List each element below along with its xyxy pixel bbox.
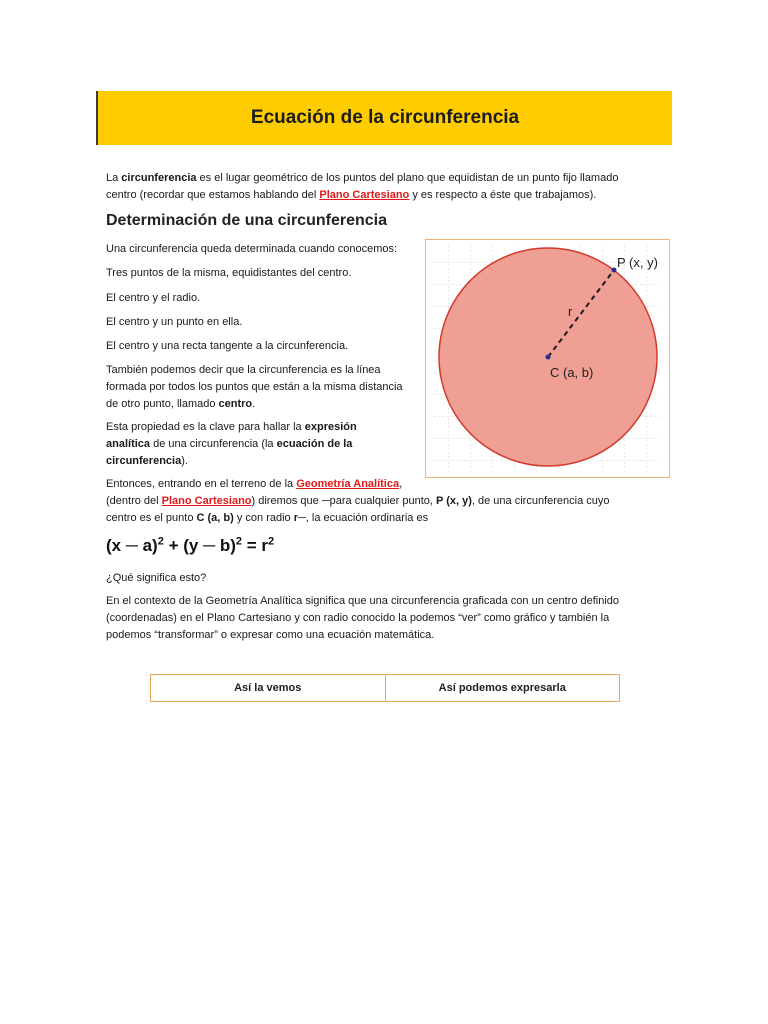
then-term: P (x, y)	[436, 495, 472, 507]
formula-part: + (y ─ b)	[163, 536, 236, 555]
intro-text: es el lugar geométrico de los puntos del plano que equidistan de un punto fijo llamado	[196, 172, 619, 184]
determined-item: El centro y una recta tangente a la circunferencia.	[106, 340, 349, 352]
then-line-3	[106, 510, 428, 527]
plano-cartesiano-link[interactable]: Plano Cartesiano	[161, 495, 252, 507]
then-term: r	[293, 512, 298, 524]
circle-equation	[106, 536, 274, 556]
context-line-3: podemos “transformar” o expresar como una ecuación matemática.	[106, 629, 435, 641]
context-line-2: (coordenadas) en el Plano Cartesiano y con radio conocido la podemos “ver” como gráfico y también la	[106, 612, 610, 624]
property-term: circunferencia	[106, 455, 182, 467]
intro-text: La	[106, 172, 122, 184]
determined-item: El centro y el radio.	[106, 292, 201, 304]
plano-cartesiano-link[interactable]: Plano Cartesiano	[319, 189, 410, 201]
then-text: ─, la ecuación ordinaria es	[298, 512, 429, 524]
determined-item: Tres puntos de la misma, equidistantes del centro.	[106, 267, 352, 279]
intro-term: circunferencia	[121, 172, 197, 184]
table-header-see: Así la vemos	[234, 682, 302, 694]
property-text: Esta propiedad es la clave para hallar la	[106, 421, 305, 433]
then-text: , de una circunferencia cuyo	[471, 495, 610, 507]
also-line-2: formada por todos los puntos que están a la misma distancia	[106, 381, 403, 393]
formula-part: (x ─ a)	[106, 536, 158, 555]
center-dot	[546, 355, 551, 360]
intro-line-1	[106, 170, 618, 187]
then-term: C (a, b)	[196, 512, 234, 524]
title-banner	[96, 91, 672, 145]
property-term: expresión	[304, 421, 357, 433]
intro-text: y es respecto a éste que trabajamos).	[409, 189, 597, 201]
property-text: de una circunferencia (la	[150, 438, 277, 450]
center-label: C (a, b)	[550, 365, 594, 380]
formula-exponent: 2	[157, 535, 164, 548]
then-line-1	[106, 476, 402, 493]
then-line-2	[106, 493, 610, 510]
property-line-3	[106, 453, 188, 470]
then-text: y con radio	[233, 512, 294, 524]
also-line-1: También podemos decir que la circunferencia es la línea	[106, 364, 381, 376]
property-term: analítica	[106, 438, 151, 450]
radius-label: r	[568, 304, 573, 319]
determined-lead: Una circunferencia queda determinada cuando conocemos:	[106, 243, 398, 255]
also-text: de otro punto, llamado	[106, 398, 219, 410]
formula-exponent: 2	[235, 535, 243, 548]
geometria-analitica-link[interactable]: Geometría Analítica	[296, 478, 400, 490]
then-text: Entonces, entrando en el terreno de la	[106, 478, 297, 490]
point-dot	[612, 268, 617, 273]
also-term: centro	[218, 398, 253, 410]
comparison-table	[150, 674, 620, 702]
page-title: Ecuación de la circunferencia	[250, 107, 520, 128]
determined-item: El centro y un punto en ella.	[106, 316, 243, 328]
formula-part: = r	[242, 536, 269, 555]
point-label: P (x, y)	[617, 255, 658, 270]
question: ¿Qué significa esto?	[106, 572, 207, 584]
circle-diagram	[426, 240, 668, 476]
property-line-1	[106, 419, 357, 436]
property-line-2	[106, 436, 352, 453]
also-text: .	[252, 398, 256, 410]
then-text: (dentro del	[106, 495, 162, 507]
property-text: ).	[181, 455, 188, 467]
intro-text: centro (recordar que estamos hablando del	[106, 189, 320, 201]
intro-line-2	[106, 187, 596, 204]
then-text: centro es el punto	[106, 512, 197, 524]
then-text: ) diremos que ─para cualquier punto,	[251, 495, 437, 507]
also-line-3	[106, 396, 255, 413]
section-heading: Determinación de una circunferencia	[106, 212, 387, 229]
formula-exponent: 2	[268, 535, 275, 548]
circle-figure	[425, 239, 670, 478]
then-text: ,	[399, 478, 403, 490]
property-term: ecuación de la	[276, 438, 353, 450]
table-header-express: Así podemos expresarla	[385, 675, 620, 701]
context-line-1: En el contexto de la Geometría Analítica significa que una circunferencia graficada con un centro definido	[106, 595, 620, 607]
